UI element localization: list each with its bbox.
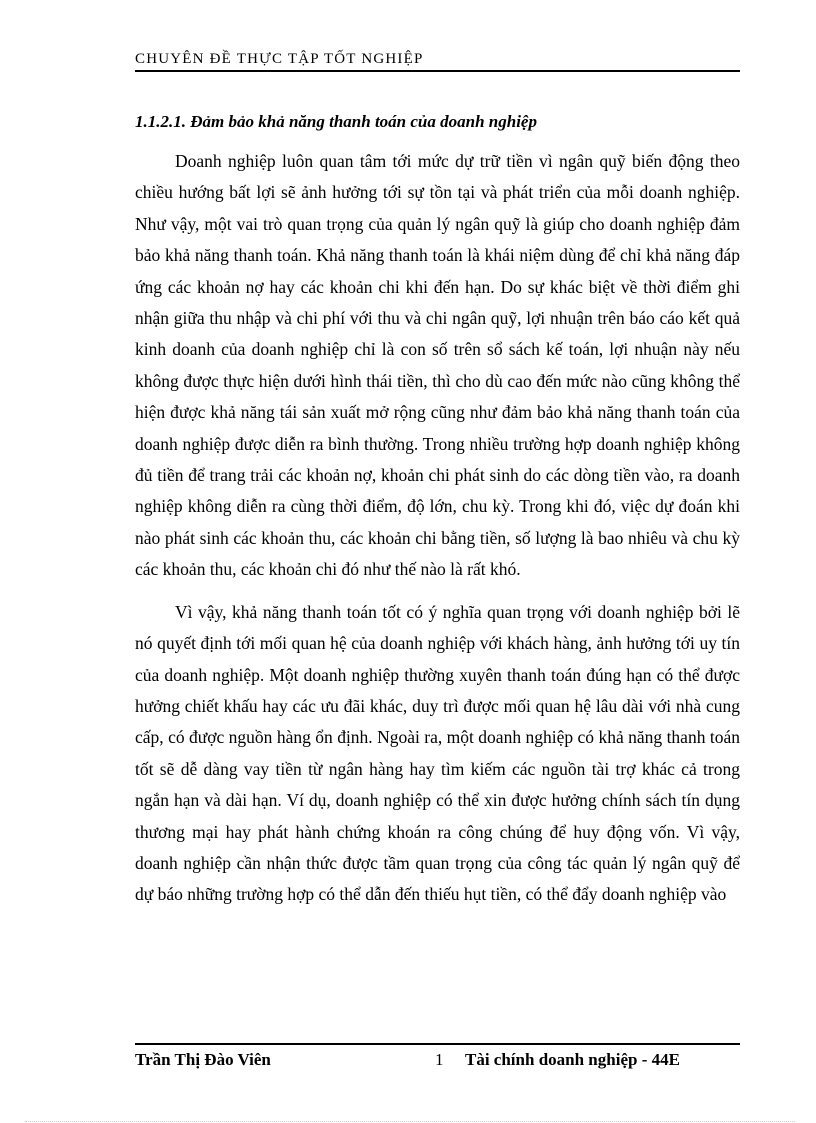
footer-author: Trần Thị Đào Viên [135, 1050, 271, 1069]
footer-department: Tài chính doanh nghiệp - 44E [465, 1050, 680, 1069]
body-text [135, 146, 740, 922]
footer-divider [135, 1043, 740, 1045]
page-edge-divider [25, 1121, 795, 1122]
paragraph-2: Vì vậy, khả năng thanh toán tốt có ý nghĩa quan trọng với doanh nghiệp bởi lẽ nó quyết định tới mối quan hệ của doanh nghiệp với khách hàng, ảnh hưởng tới uy tín của doanh nghiệp. Một doanh nghiệp thường xuyên thanh toán đúng hạn có thể được hưởng chiết khấu hay các ưu đãi khác, duy trì được mối quan hệ lâu dài với nhà cung cấp, có được nguồn hàng ổn định. Ngoài ra, một doanh nghiệp có khả năng thanh toán tốt sẽ dễ dàng vay tiền từ ngân hàng hay tìm kiếm các nguồn tài trợ khác cả trong ngắn hạn và dài hạn. Ví dụ, doanh nghiệp có thể xin được hưởng chính sách tín dụng thương mại hay phát hành chứng khoán ra công chúng để huy động vốn. Vì vậy, doanh nghiệp cần nhận thức được tầm quan trọng của công tác quản lý ngân quỹ để dự báo những trường hợp có thể dẫn đến thiếu hụt tiền, có thể đẩy doanh nghiệp vào [135, 601, 740, 905]
section-title: 1.1.2.1. Đảm bảo khả năng thanh toán của doanh nghiệp [135, 112, 537, 131]
header-title: CHUYÊN ĐỀ THỰC TẬP TỐT NGHIỆP [135, 51, 424, 67]
header-divider [135, 70, 740, 72]
page-footer [135, 1047, 740, 1073]
page-header [135, 48, 740, 70]
page-number: 1 [435, 1050, 444, 1069]
paragraph-1: Doanh nghiệp luôn quan tâm tới mức dự trữ tiền vì ngân quỹ biến động theo chiều hướng bất lợi sẽ ảnh hưởng tới sự tồn tại và phát triển của mỗi doanh nghiệp. Như vậy, một vai trò quan trọng của quản lý ngân quỹ là giúp cho doanh nghiệp đảm bảo khả năng thanh toán. Khả năng thanh toán là khái niệm dùng để chỉ khả năng đáp ứng các khoản nợ hay các khoản chi khi đến hạn. Do sự khác biệt về thời điểm ghi nhận giữa thu nhập và chi phí với thu và chi ngân quỹ, lợi nhuận trên báo cáo kết quả kinh doanh của doanh nghiệp chỉ là con số trên sổ sách kế toán, lợi nhuận này nếu không được thực hiện dưới hình thái tiền, thì cho dù cao đến mức nào cũng không thể hiện được khả năng tái sản xuất mở rộng cũng như đảm bảo khả năng thanh toán của doanh nghiệp được diễn ra bình thường. Trong nhiều trường hợp doanh nghiệp không đủ tiền để trang trải các khoản nợ, khoản chi phát sinh do các dòng tiền vào, ra doanh nghiệp không diễn ra cùng thời điểm, độ lớn, chu kỳ. Trong khi đó, việc dự đoán khi nào phát sinh các khoản thu, các khoản chi bằng tiền, số lượng là bao nhiêu và chu kỳ các khoản thu, các khoản chi đó như thế nào là rất khó. [135, 151, 740, 580]
